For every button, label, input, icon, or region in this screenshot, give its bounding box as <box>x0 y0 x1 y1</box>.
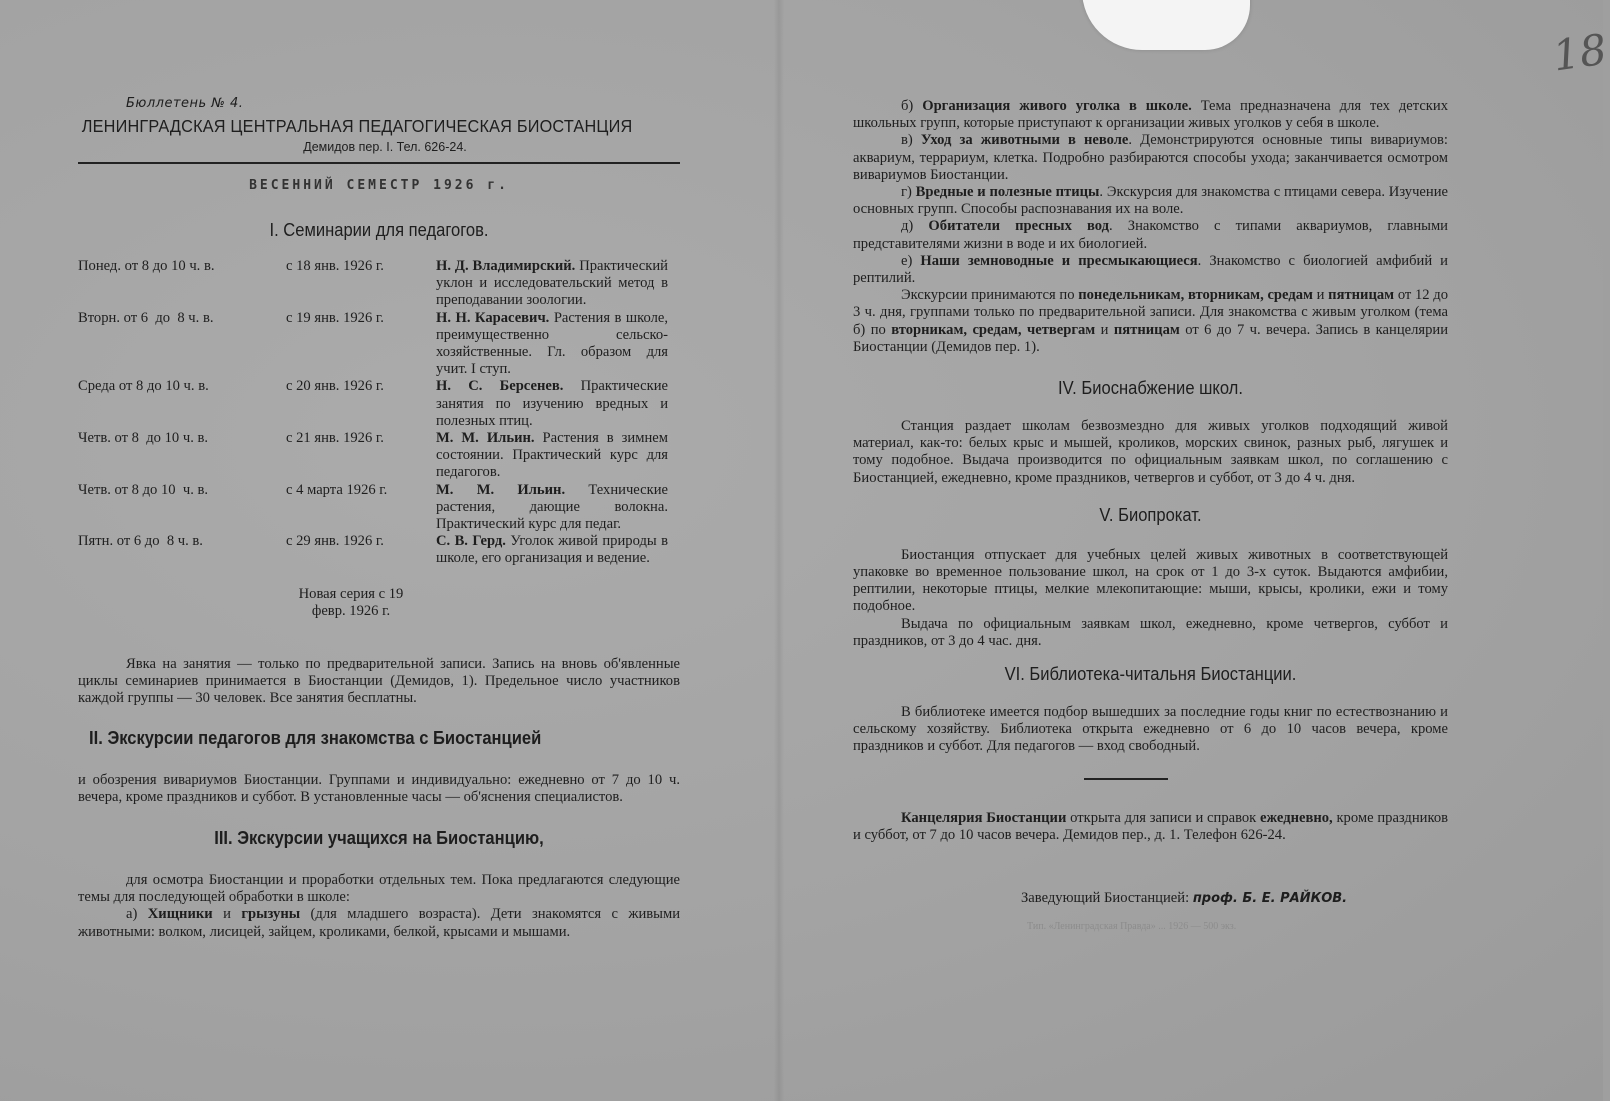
signature-role: Заведующий Биостанцией: <box>1021 890 1190 907</box>
paper-tear <box>1082 0 1250 50</box>
office-hours-note <box>853 810 1448 844</box>
section-5-title: V. Биопрокат. <box>1099 504 1202 525</box>
seminar-row <box>78 430 680 482</box>
seminar-start: с 4 марта 1926 г. <box>286 481 388 498</box>
seminar-row <box>78 258 680 310</box>
seminar-row <box>78 310 680 379</box>
topic-item <box>853 218 1448 252</box>
seminar-description <box>436 258 668 310</box>
signature-name: проф. Б. Е. РАЙКОВ. <box>1192 891 1348 907</box>
new-series-note: Новая серия с 19 февр. 1926 г. <box>298 585 404 619</box>
schedule-days: понедельникам, вторникам, средам <box>1078 287 1313 304</box>
topic-text: . Демонстрируются основные типы вивариумов: аквариум, террариум, клетка. Подробно разбираются способы ухода; заканчивается осмотром вивариумов Биостанции. <box>853 132 1448 183</box>
topic-text: Тема предназначена для тех детских школьных групп, которые приступают к организации живых уголков у себя в школе. <box>853 98 1448 132</box>
organization-title: ЛЕНИНГРАДСКАЯ ЦЕНТРАЛЬНАЯ ПЕДАГОГИЧЕСКАЯ БИОСТАНЦИЯ <box>81 116 633 136</box>
seminar-start: с 29 янв. 1926 г. <box>286 533 384 550</box>
seminar-day: Четв. от 8 до 10 ч. в. <box>78 481 209 498</box>
section-5-text-2: Выдача по официальным заявкам школ, ежедневно, кроме четвергов, суббот и праздников, от 3 до 4 час. дня. <box>853 615 1448 649</box>
schedule-days: вторникам, средам, четвергам <box>891 321 1096 338</box>
office-text: открыта для записи и справок <box>1070 809 1257 826</box>
left-page <box>78 96 680 941</box>
topic-letter: в) <box>901 132 913 149</box>
topic-text: . Экскурсия для знакомства с птицами севера. Изучение основных групп. Способы распознавания их на воле. <box>853 184 1448 218</box>
header-rule <box>78 162 680 164</box>
seminar-lecturer: М. М. Ильин. <box>436 481 566 498</box>
section-4-text: Станция раздает школам безвозмездно для живых уголков подходящий живой материал, как-то: белых крыс и мышей, кроликов, морских свинок, разных рыб, лягушек и тому подобное. Выдача производится по официальным заявкам школ, по соглашению с Биостанцией, ежедневно, кроме праздников, четвергов и суббот, от 3 до 4 ч. дня. <box>853 418 1448 486</box>
schedule-text: и <box>1316 287 1325 304</box>
section-1-title: I. Семинарии для педагогов. <box>269 220 489 240</box>
topic-item <box>78 906 680 940</box>
seminar-lecturer: Н. Н. Карасевич. <box>436 309 550 326</box>
topic-title: Хищники <box>147 906 213 923</box>
page-fold <box>774 0 784 1101</box>
topic-letter: а) <box>126 906 138 923</box>
seminar-lecturer: Н. Д. Владимирский. <box>436 258 576 274</box>
topic-item <box>853 184 1448 218</box>
topic-text: (для младшего возраста). Дети знакомятся с живыми животными: волком, лисицей, зайцем, кроликами, белкой, крысами и мышами. <box>78 906 681 940</box>
section-2-text: и обозрения вивариумов Биостанции. Группами и индивидуально: ежедневно от 7 до 10 ч. вечера, кроме праздников и суббот. В установленные часы — об'яснения специалистов. <box>78 771 680 805</box>
seminar-row <box>78 482 680 534</box>
seminar-lecturer: М. М. Ильин. <box>436 430 535 447</box>
seminar-topic: Растения в школе, преимущественно сельско-хозяйственные. Гл. образом для учит. I ступ. <box>436 309 668 378</box>
seminar-day: Четв. от 8 до 10 ч. в. <box>78 430 209 447</box>
topic-title: Наши земноводные и пресмыкающиеся <box>920 252 1198 269</box>
seminar-start: с 18 янв. 1926 г. <box>286 258 384 274</box>
schedule-text: от 6 до 7 ч. вечера. Запись в канцелярии Биостанции (Демидов пер. 1). <box>853 321 1449 355</box>
seminar-topic: Растения в зимнем состоянии. Практический курс для педагогов. <box>436 430 669 481</box>
handwritten-page-number: 18 <box>1549 24 1610 81</box>
seminar-description <box>436 482 668 534</box>
topic-title-2: грызуны <box>241 906 301 923</box>
topic-title: Организация живого уголка в школе. <box>922 98 1192 114</box>
seminar-topic: Практические занятия по изучению вредных и полезных птиц. <box>436 378 668 429</box>
section-4-title: IV. Биоснабжение школ. <box>1058 378 1243 399</box>
seminar-lecturer: С. В. Герд. <box>436 533 506 550</box>
topic-text: . Знакомство с типами аквариумов, главными представителями жизни в воде и их биологией. <box>853 218 1448 252</box>
seminar-day: Пятн. от 6 до 8 ч. в. <box>78 533 203 550</box>
topic-item <box>853 98 1448 132</box>
topic-item <box>853 253 1448 287</box>
section-6-title: VI. Библиотека-читальня Биостанции. <box>1004 664 1297 685</box>
topic-title: Обитатели пресных вод <box>928 218 1110 235</box>
topic-join: и <box>223 906 231 923</box>
section-6-text: В библиотеке имеется подбор вышедших за последние годы книг по естествознанию и сельскому хозяйству. Библиотека открыта ежедневно от 6 до 10 часов вечера, кроме праздников и суббот. Для педагогов — вход свободный. <box>853 704 1448 755</box>
seminar-lecturer: Н. С. Берсенев. <box>436 378 564 395</box>
topic-letter: д) <box>901 218 914 235</box>
topic-title: Уход за животными в неволе <box>920 132 1129 149</box>
seminar-description <box>436 430 668 482</box>
section-5-text: Биостанция отпускает для учебных целей живых животных в соответствующей упаковке во временное пользование школ, на срок от 1 до 3-х суток. Выдаются амфибии, рептилии, некоторые птицы, мелкие млекопитающие: мыши, крысы, кролики, ежи и тому подобное. <box>853 546 1448 615</box>
schedule-text: и <box>1100 321 1109 338</box>
seminar-start: с 19 янв. 1926 г. <box>286 309 384 326</box>
seminar-row <box>78 378 680 430</box>
topic-item <box>853 132 1448 184</box>
seminar-day: Вторн. от 6 до 8 ч. в. <box>78 309 214 326</box>
seminar-topic: Уголок живой природы в школе, его организация и ведение. <box>436 533 668 567</box>
topic-title: Вредные и полезные птицы <box>915 184 1100 201</box>
topic-letter: б) <box>901 98 914 114</box>
seminar-start: с 20 янв. 1926 г. <box>286 378 384 395</box>
seminar-day: Среда от 8 до 10 ч. в. <box>78 378 209 395</box>
seminar-schedule <box>78 258 680 568</box>
seminar-row <box>78 533 680 567</box>
schedule-text: Экскурсии принимаются по <box>901 287 1075 304</box>
section-3-intro: для осмотра Биостанции и проработки отдельных тем. Пока предлагаются следующие темы для последующей обработки в школе: <box>78 872 680 906</box>
office-daily: ежедневно, <box>1260 809 1333 826</box>
attendance-note: Явка на занятия — только по предварительной записи. Запись на вновь об'явленные циклы семинариев принимается в Биостанции (Демидов, 1). Предельное число участников каждой группы — 30 человек. Все занятия бесплатны. <box>78 656 680 707</box>
seminar-day: Понед. от 8 до 10 ч. в. <box>78 258 215 274</box>
office-text: кроме праздников и суббот, от 7 до 10 часов вечера. Демидов пер., д. 1. Телефон 626-24. <box>853 809 1449 843</box>
schedule-text: от 12 до 3 ч. дня, группами только по предварительной записи. Для знакомства с живым уголком (тема б) по <box>853 287 1448 338</box>
organization-address: Демидов пер. I. Тел. 626-24. <box>303 140 467 154</box>
seminar-topic: Практический уклон и исследовательский метод в преподавании зоологии. <box>436 258 668 309</box>
seminar-start: с 21 янв. 1926 г. <box>286 430 384 447</box>
section-3-title: III. Экскурсии учащихся на Биостанцию, <box>214 828 544 849</box>
seminar-topic: Технические растения, дающие волокна. Практический курс для педаг. <box>436 481 668 533</box>
topic-text: . Знакомство с биологией амфибий и рептилий. <box>853 252 1448 287</box>
divider-rule <box>1084 778 1168 780</box>
seminar-description <box>436 378 668 430</box>
topic-letter: е) <box>901 252 913 269</box>
section-2-title: II. Экскурсии педагогов для знакомства с Биостанцией <box>89 727 542 748</box>
bulletin-number: Бюллетень № 4. <box>126 96 244 111</box>
schedule-days: пятницам <box>1113 321 1180 338</box>
office-name: Канцелярия Биостанции <box>901 809 1067 826</box>
semester-title: ВЕСЕННИЙ СЕМЕСТР 1926 г. <box>249 178 509 193</box>
seminar-description <box>436 533 668 567</box>
signature-line <box>853 890 1448 907</box>
schedule-days: пятницам <box>1328 287 1395 304</box>
topic-letter: г) <box>901 184 912 201</box>
excursion-schedule <box>853 287 1448 356</box>
right-page <box>853 98 1448 932</box>
seminar-description <box>436 310 668 379</box>
printer-imprint: Тип. «Ленинградская Правда» ... 1926 — 500 экз. <box>1027 921 1237 933</box>
